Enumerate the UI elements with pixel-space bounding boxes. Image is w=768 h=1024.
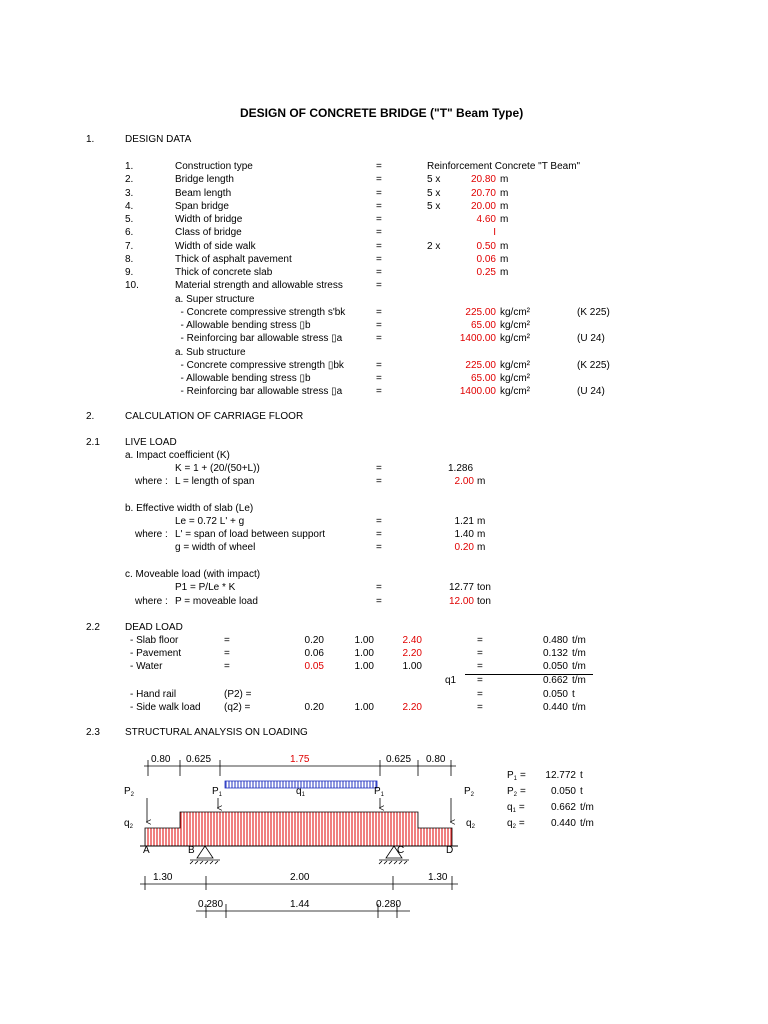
design-data-n: 2. bbox=[125, 174, 134, 185]
dead-load-b: 1.00 bbox=[354, 635, 374, 646]
design-data-eq: = bbox=[376, 241, 382, 252]
p-value: 12.00 bbox=[448, 596, 474, 607]
dim-label: 2.00 bbox=[290, 872, 310, 883]
eff-heading: b. Effective width of slab (Le) bbox=[125, 503, 254, 514]
result-unit: t/m bbox=[580, 818, 594, 829]
dead-load-res: 0.480 bbox=[542, 635, 568, 646]
design-data-n: 9. bbox=[125, 267, 134, 278]
design-data-eq: = bbox=[376, 360, 382, 371]
dead-load-c: 1.00 bbox=[402, 661, 422, 672]
sidewalk-a: 0.20 bbox=[304, 702, 324, 713]
handrail-value: 0.050 bbox=[542, 689, 568, 700]
page-title: DESIGN OF CONCRETE BRIDGE ("T" Beam Type) bbox=[240, 106, 524, 120]
dead-load-res: 0.050 bbox=[542, 661, 568, 672]
design-data-value: 65.00 bbox=[470, 373, 496, 384]
design-data-eq: = bbox=[376, 320, 382, 331]
section-number: 2. bbox=[86, 411, 95, 422]
design-data-eq: = bbox=[376, 333, 382, 344]
unit: m bbox=[477, 529, 486, 540]
result-unit: t bbox=[580, 770, 583, 781]
dim-label: 0.280 bbox=[376, 899, 402, 910]
design-data-mult: 2 x bbox=[427, 241, 441, 252]
equals: = bbox=[376, 529, 382, 540]
design-data-n: 4. bbox=[125, 201, 134, 212]
dead-load-eq2: = bbox=[477, 661, 483, 672]
q2-left-label: $q_2$ bbox=[124, 818, 133, 830]
sidewalk-c: 2.20 bbox=[402, 702, 422, 713]
result-symbol: $P_2$ = bbox=[507, 786, 526, 798]
unit: ton bbox=[477, 582, 491, 593]
dead-load-eq: = bbox=[224, 661, 230, 672]
section-heading: DEAD LOAD bbox=[125, 622, 183, 633]
design-data-n: 10. bbox=[125, 280, 139, 291]
section-heading: DESIGN DATA bbox=[125, 134, 192, 145]
dead-load-eq: = bbox=[224, 648, 230, 659]
result-value: 0.662 bbox=[550, 802, 576, 813]
unit: t bbox=[572, 689, 575, 700]
sidewalk-label: - Side walk load bbox=[130, 702, 201, 713]
unit: t/m bbox=[572, 702, 586, 713]
dead-load-c: 2.20 bbox=[402, 648, 422, 659]
p1-left-label: $P_1$ bbox=[212, 786, 223, 798]
design-data-eq: = bbox=[376, 161, 382, 172]
dead-load-c: 2.40 bbox=[402, 635, 422, 646]
design-data-mult: 5 x bbox=[427, 174, 441, 185]
dim-label: 0.625 bbox=[186, 754, 212, 765]
design-data-eq: = bbox=[376, 201, 382, 212]
design-data-label: - Concrete compressive strength ▯bk bbox=[175, 360, 344, 371]
result-unit: t bbox=[580, 786, 583, 797]
point-b-label: B bbox=[188, 845, 195, 856]
dim-label: 1.75 bbox=[290, 754, 310, 765]
unit: m bbox=[477, 516, 486, 527]
where-text: L = length of span bbox=[175, 476, 255, 487]
design-data-unit: kg/cm² bbox=[500, 386, 530, 397]
p1-value: 12.77 bbox=[448, 582, 474, 593]
design-data-value: Reinforcement Concrete "T Beam" bbox=[427, 161, 581, 172]
dim-label: 0.80 bbox=[151, 754, 171, 765]
q1-value: 0.662 bbox=[542, 675, 568, 686]
design-data-eq: = bbox=[376, 280, 382, 291]
design-data-unit: m bbox=[500, 254, 509, 265]
dead-load-a: 0.06 bbox=[304, 648, 324, 659]
dim-label: 0.625 bbox=[386, 754, 412, 765]
result-value: 12.772 bbox=[545, 770, 576, 781]
design-data-label: Beam length bbox=[175, 188, 232, 199]
where-text: g = width of wheel bbox=[175, 542, 256, 553]
design-data-value: 20.70 bbox=[470, 188, 496, 199]
dead-load-unit: t/m bbox=[572, 648, 586, 659]
design-data-unit: m bbox=[500, 188, 509, 199]
wheel-width-value: 0.20 bbox=[454, 542, 474, 553]
design-data-label: Material strength and allowable stress bbox=[175, 280, 343, 291]
design-data-label: Thick of concrete slab bbox=[175, 267, 273, 278]
unit: ton bbox=[477, 596, 491, 607]
design-data-label: - Concrete compressive strength s'bk bbox=[175, 307, 346, 318]
p2-right-label: $P_2$ bbox=[464, 786, 475, 798]
design-data-value: 20.80 bbox=[470, 174, 496, 185]
where-label: where : bbox=[135, 529, 168, 540]
design-data-label: Width of bridge bbox=[175, 214, 243, 225]
dead-load-eq: = bbox=[224, 635, 230, 646]
design-data-value: I bbox=[493, 227, 496, 238]
design-data-n: 7. bbox=[125, 241, 134, 252]
design-data-label: Class of bridge bbox=[175, 227, 242, 238]
dead-load-profile bbox=[145, 812, 452, 846]
dead-load-label: - Pavement bbox=[130, 648, 182, 659]
section-number: 2.2 bbox=[86, 622, 100, 633]
design-data-note: (U 24) bbox=[577, 386, 605, 397]
impact-heading: a. Impact coefficient (K) bbox=[125, 450, 230, 461]
where-text: P = moveable load bbox=[175, 596, 258, 607]
design-data-unit: kg/cm² bbox=[500, 320, 530, 331]
result-value: 0.440 bbox=[550, 818, 576, 829]
design-data-label: - Reinforcing bar allowable stress ▯a bbox=[175, 333, 343, 344]
design-data-n: 6. bbox=[125, 227, 134, 238]
dim-label: 1.30 bbox=[153, 872, 173, 883]
sidewalk-symbol: (q2) = bbox=[224, 702, 251, 713]
design-data-unit: m bbox=[500, 214, 509, 225]
p1-right-label: $P_1$ bbox=[374, 786, 385, 798]
design-data-n: 3. bbox=[125, 188, 134, 199]
q1-diagram-label: $q_1$ bbox=[296, 786, 305, 798]
design-data-mult: 5 x bbox=[427, 201, 441, 212]
section-number: 2.3 bbox=[86, 727, 100, 738]
design-data-label: Width of side walk bbox=[175, 241, 256, 252]
unit: m bbox=[477, 542, 486, 553]
where-text: L' = span of load between support bbox=[175, 529, 326, 540]
design-data-unit: m bbox=[500, 267, 509, 278]
design-data-eq: = bbox=[376, 254, 382, 265]
design-data-n: 5. bbox=[125, 214, 134, 225]
moveable-formula: P1 = P/Le * K bbox=[175, 582, 236, 593]
eff-value: 1.21 bbox=[454, 516, 474, 527]
design-data-eq: = bbox=[376, 267, 382, 278]
dead-load-res: 0.132 bbox=[542, 648, 568, 659]
result-symbol: $P_1$ = bbox=[507, 770, 526, 782]
design-data-label: Thick of asphalt pavement bbox=[175, 254, 292, 265]
unit: t/m bbox=[572, 675, 586, 686]
design-data-label: Span bridge bbox=[175, 201, 229, 212]
dead-load-unit: t/m bbox=[572, 661, 586, 672]
design-data-value: 1400.00 bbox=[459, 386, 496, 397]
design-data-value: 65.00 bbox=[470, 320, 496, 331]
point-d-label: D bbox=[446, 845, 454, 856]
design-data-eq: = bbox=[376, 188, 382, 199]
section-heading: STRUCTURAL ANALYSIS ON LOADING bbox=[125, 727, 308, 738]
design-data-value: 4.60 bbox=[476, 214, 496, 225]
equals: = bbox=[376, 582, 382, 593]
impact-value: 1.286 bbox=[448, 463, 474, 474]
equals: = bbox=[477, 675, 483, 686]
design-data-n: 1. bbox=[125, 161, 134, 172]
dim-label: 0.280 bbox=[198, 899, 224, 910]
design-data-note: (K 225) bbox=[577, 307, 610, 318]
result-symbol: $q_1$ = bbox=[507, 802, 525, 814]
design-data-label: - Allowable bending stress ▯b bbox=[175, 320, 311, 331]
equals: = bbox=[376, 476, 382, 487]
design-data-note: (U 24) bbox=[577, 333, 605, 344]
design-data-unit: m bbox=[500, 201, 509, 212]
design-data-eq: = bbox=[376, 174, 382, 185]
design-data-value: 20.00 bbox=[470, 201, 496, 212]
design-data-value: 1400.00 bbox=[459, 333, 496, 344]
design-data-label: - Reinforcing bar allowable stress ▯a bbox=[175, 386, 343, 397]
dim-label: 0.80 bbox=[426, 754, 446, 765]
section-number: 2.1 bbox=[86, 437, 100, 448]
design-data-eq: = bbox=[376, 386, 382, 397]
section-number: 1. bbox=[86, 134, 95, 145]
where-label: where : bbox=[135, 596, 168, 607]
design-data-unit: m bbox=[500, 241, 509, 252]
design-data-label: Bridge length bbox=[175, 174, 234, 185]
design-data-value: 0.50 bbox=[476, 241, 496, 252]
equals: = bbox=[376, 516, 382, 527]
design-data-eq: = bbox=[376, 373, 382, 384]
design-data-unit: kg/cm² bbox=[500, 360, 530, 371]
design-data-label: a. Super structure bbox=[175, 294, 255, 305]
equals: = bbox=[477, 702, 483, 713]
design-data-unit: kg/cm² bbox=[500, 333, 530, 344]
dead-load-label: - Water bbox=[130, 661, 163, 672]
point-c-label: C bbox=[397, 845, 405, 856]
p2-left-label: $P_2$ bbox=[124, 786, 135, 798]
equals: = bbox=[376, 542, 382, 553]
where-label: where : bbox=[135, 476, 168, 487]
equals: = bbox=[376, 596, 382, 607]
result-symbol: $q_2$ = bbox=[507, 818, 525, 830]
dead-load-b: 1.00 bbox=[354, 661, 374, 672]
design-data-eq: = bbox=[376, 307, 382, 318]
span-load-value: 1.40 bbox=[454, 529, 474, 540]
dead-load-a: 0.05 bbox=[304, 661, 324, 672]
dead-load-b: 1.00 bbox=[354, 648, 374, 659]
equals: = bbox=[477, 689, 483, 700]
section-heading: CALCULATION OF CARRIAGE FLOOR bbox=[125, 411, 304, 422]
dead-load-unit: t/m bbox=[572, 635, 586, 646]
design-data-note: (K 225) bbox=[577, 360, 610, 371]
design-data-unit: kg/cm² bbox=[500, 307, 530, 318]
result-value: 0.050 bbox=[550, 786, 576, 797]
design-data-value: 0.25 bbox=[476, 267, 496, 278]
section-heading: LIVE LOAD bbox=[125, 437, 177, 448]
unit: m bbox=[477, 476, 486, 487]
design-data-mult: 5 x bbox=[427, 188, 441, 199]
handrail-label: - Hand rail bbox=[130, 689, 177, 700]
result-unit: t/m bbox=[580, 802, 594, 813]
dead-load-eq2: = bbox=[477, 648, 483, 659]
design-data-value: 225.00 bbox=[465, 307, 496, 318]
moveable-heading: c. Moveable load (with impact) bbox=[125, 569, 261, 580]
design-data-label: a. Sub structure bbox=[175, 347, 246, 358]
design-data-n: 8. bbox=[125, 254, 134, 265]
dead-load-label: - Slab floor bbox=[130, 635, 179, 646]
sidewalk-value: 0.440 bbox=[542, 702, 568, 713]
design-data-value: 225.00 bbox=[465, 360, 496, 371]
dim-label: 1.44 bbox=[290, 899, 310, 910]
q1-label: q1 bbox=[445, 675, 457, 686]
design-data-eq: = bbox=[376, 227, 382, 238]
design-data-label: Construction type bbox=[175, 161, 253, 172]
point-a-label: A bbox=[143, 845, 150, 856]
dim-label: 1.30 bbox=[428, 872, 448, 883]
sidewalk-b: 1.00 bbox=[354, 702, 374, 713]
impact-formula: K = 1 + (20/(50+L)) bbox=[175, 463, 260, 474]
design-data-value: 0.06 bbox=[476, 254, 496, 265]
span-value: 2.00 bbox=[454, 476, 474, 487]
eff-formula: Le = 0.72 L' + g bbox=[175, 516, 245, 527]
design-data-eq: = bbox=[376, 214, 382, 225]
design-data-label: - Allowable bending stress ▯b bbox=[175, 373, 311, 384]
handrail-symbol: (P2) = bbox=[224, 689, 252, 700]
dead-load-eq2: = bbox=[477, 635, 483, 646]
design-data-unit: m bbox=[500, 174, 509, 185]
support-c-icon bbox=[379, 846, 409, 864]
q2-right-label: $q_2$ bbox=[466, 818, 475, 830]
dead-load-a: 0.20 bbox=[304, 635, 324, 646]
design-data-unit: kg/cm² bbox=[500, 373, 530, 384]
equals: = bbox=[376, 463, 382, 474]
